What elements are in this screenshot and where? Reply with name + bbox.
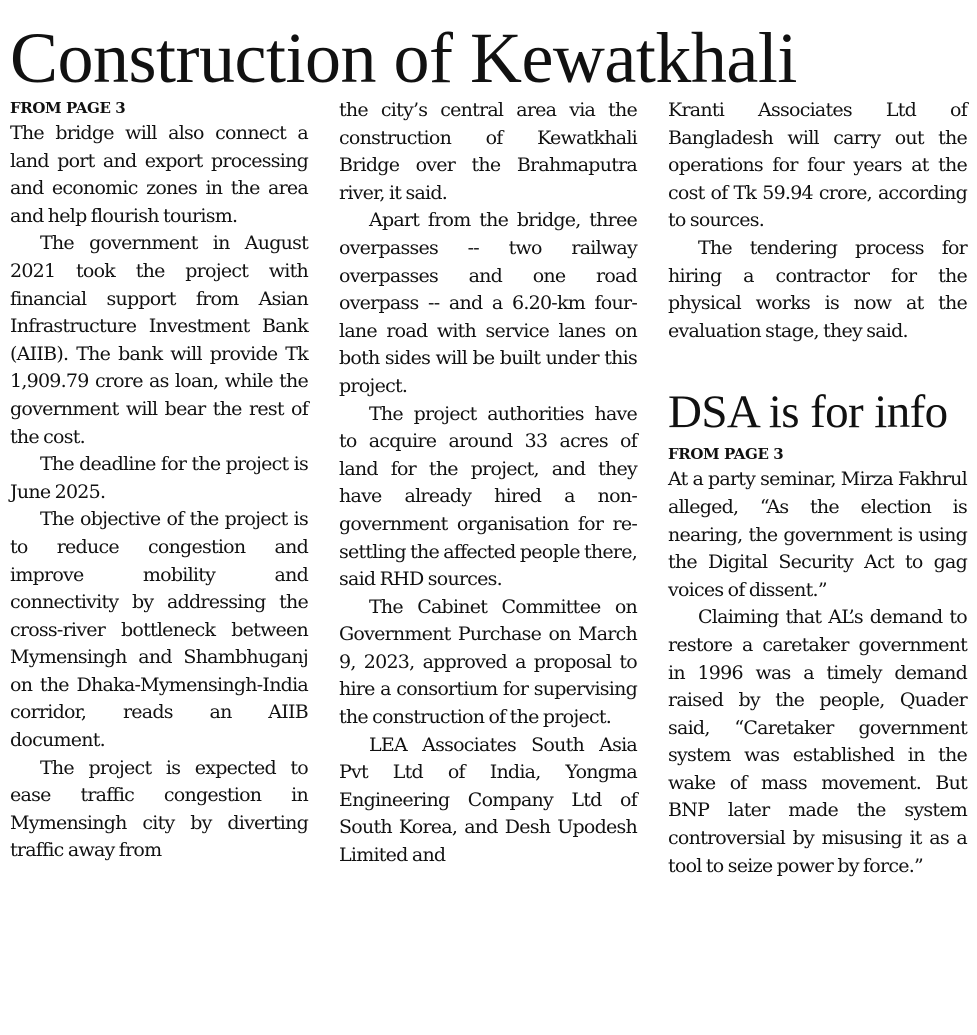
article-paragraph: The deadline for the project is June 2025. (10, 453, 308, 503)
article-paragraph: The bridge will also connect a land port and export processing and economic zones in the area and help flourish tourism. (10, 122, 308, 227)
article-column-3 (668, 97, 967, 880)
article-paragraph: The objective of the project is to reduce congestion and improve mobility and connectivity by addressing the cross-river bottleneck between Mymensingh and Shambhuganj on the Dhaka-Mymensingh-India corridor, reads an AIIB document. (10, 508, 308, 752)
article-paragraph: The project is expected to ease traffic congestion in Mymensingh city by diverting traffic away from (10, 756, 308, 862)
article-paragraph: The project authorities have to acquire around 33 acres of land for the project, and they have already hired a non-government organisation for re-settling the affected people there, said RHD sources. (339, 402, 637, 591)
article-column-2 (339, 97, 637, 870)
second-article-kicker: FROM PAGE 3 (668, 445, 784, 464)
article-paragraph: The Cabinet Committee on Government Purchase on March 9, 2023, approved a proposal to hire a consortium for supervising the construction of the project. (339, 595, 637, 729)
article-paragraph: Kranti Associates Ltd of Bangladesh will carry out the operations for four years at the cost of Tk 59.94 crore, according to sources. (668, 99, 967, 232)
second-article-headline: DSA is for info (668, 386, 948, 439)
article-paragraph: the city’s central area via the construction of Kewatkhali Bridge over the Brahmaputra river, it said. (339, 99, 637, 204)
article-paragraph: Apart from the bridge, three overpasses -- two railway overpasses and one road overpass -- and a 6.20-km four-lane road with service lanes on both sides will be built under this project. (339, 209, 637, 397)
article-paragraph: LEA Associates South Asia Pvt Ltd of India, Yongma Engineering Company Ltd of South Korea, and Desh Upodesh Limited and (339, 733, 637, 867)
article-headline: Construction of Kewatkhali (10, 18, 797, 98)
article-kicker: FROM PAGE 3 (10, 99, 126, 117)
article-column-1 (10, 96, 308, 865)
second-article-paragraph: Claiming that AL’s demand to restore a caretaker government in 1996 was a timely demand raised by the people, Quader said, “Caretaker government system was established in the wake of mass movement. But BNP later made the system controversial by misusing it as a tool to seize power by force.” (668, 606, 967, 877)
article-paragraph: The government in August 2021 took the project with financial support from Asian Infrastructure Investment Bank (AIIB). The bank will provide Tk 1,909.79 crore as loan, while the government will bear the rest of the cost. (10, 232, 308, 448)
article-paragraph: The tendering process for hiring a contractor for the physical works is now at the evaluation stage, they said. (668, 236, 967, 342)
second-article-paragraph: At a party seminar, Mirza Fakhrul alleged, “As the election is nearing, the government is using the Digital Security Act to gag voices of dissent.” (668, 468, 967, 601)
